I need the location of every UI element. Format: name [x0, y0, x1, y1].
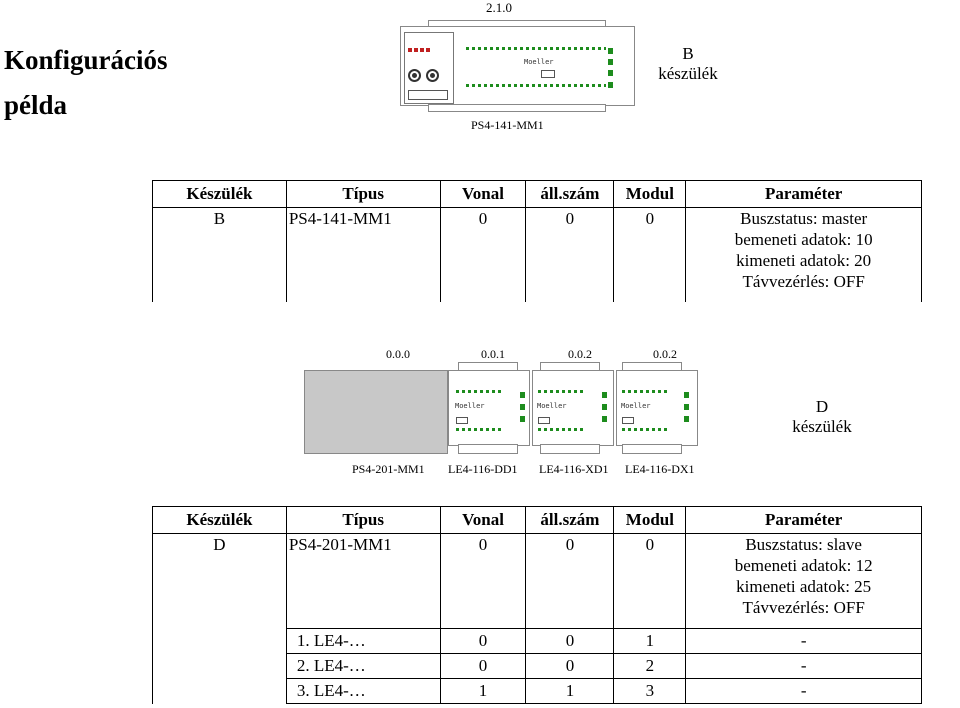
cell-module: 3	[614, 679, 686, 704]
main-module-grey	[304, 370, 448, 454]
device-b-drawing	[400, 20, 635, 112]
knob-icon	[426, 69, 439, 82]
device-d-model-2: LE4-116-XD1	[539, 462, 609, 476]
led-row-top	[538, 390, 583, 393]
terminal-square	[602, 416, 607, 422]
led-row-top	[456, 390, 501, 393]
cell-type: 1. LE4-…	[286, 629, 440, 654]
param-line: bemeneti adatok: 12	[734, 556, 873, 575]
cell-line: 0	[440, 629, 526, 654]
cell-module: 1	[614, 629, 686, 654]
table-row	[153, 208, 922, 303]
title-line-1: Konfigurációs	[4, 45, 168, 75]
led-row-bottom	[538, 428, 583, 431]
page-title	[4, 38, 168, 128]
logo-mark: Moeller	[524, 58, 554, 66]
cell-type: PS4-201-MM1	[286, 534, 440, 629]
terminal-square	[520, 416, 525, 422]
cell-line: 0	[440, 534, 526, 629]
cell-station: 0	[526, 629, 614, 654]
cell-line: 0	[440, 654, 526, 679]
header-line: Vonal	[440, 181, 526, 208]
bottom-tab	[428, 104, 606, 112]
small-slot	[456, 417, 468, 424]
logo-mark: Moeller	[621, 402, 651, 410]
param-line: Távvezérlés: OFF	[742, 272, 865, 291]
cell-module: 0	[614, 534, 686, 629]
cell-module: 2	[614, 654, 686, 679]
logo-mark: Moeller	[537, 402, 567, 410]
header-type: Típus	[286, 181, 440, 208]
param-line: kimeneti adatok: 25	[736, 577, 872, 596]
cell-parameter: -	[686, 654, 922, 679]
cell-type: PS4-141-MM1	[286, 208, 440, 303]
led-row-bottom	[466, 84, 606, 87]
device-d-address-1: 0.0.1	[481, 347, 505, 361]
cell-parameter	[686, 208, 922, 303]
device-d-model-1: LE4-116-DD1	[448, 462, 518, 476]
param-line: Buszstatus: slave	[745, 535, 862, 554]
terminal-square	[684, 392, 689, 398]
cell-station: 1	[526, 679, 614, 704]
terminal-square	[608, 70, 613, 76]
terminal-square	[684, 404, 689, 410]
led-row-top	[622, 390, 667, 393]
small-slot	[541, 70, 555, 78]
header-parameter: Paraméter	[686, 181, 922, 208]
small-slot	[622, 417, 634, 424]
side-label-letter: B	[682, 44, 694, 63]
terminal-square	[602, 404, 607, 410]
device-d-drawing	[304, 362, 700, 458]
device-d-address-0: 0.0.0	[386, 347, 410, 361]
param-line: Távvezérlés: OFF	[742, 598, 865, 617]
table-header-row	[153, 507, 922, 534]
device-d-address-3: 0.0.2	[653, 347, 677, 361]
terminal-square	[602, 392, 607, 398]
header-device: Készülék	[153, 507, 287, 534]
device-d-model-0: PS4-201-MM1	[352, 462, 425, 476]
cell-parameter: -	[686, 679, 922, 704]
cell-type: 3. LE4-…	[286, 679, 440, 704]
header-station: áll.szám	[526, 181, 614, 208]
bottom-tab	[622, 444, 682, 454]
header-parameter: Paraméter	[686, 507, 922, 534]
device-d-model-3: LE4-116-DX1	[625, 462, 695, 476]
cell-station: 0	[526, 534, 614, 629]
small-slot	[538, 417, 550, 424]
device-d-side-label	[782, 397, 862, 437]
cell-module: 0	[614, 208, 686, 303]
terminal-square	[520, 392, 525, 398]
terminal-square	[520, 404, 525, 410]
title-line-2: példa	[4, 90, 68, 120]
device-b-model: PS4-141-MM1	[471, 118, 544, 132]
cell-parameter: -	[686, 629, 922, 654]
terminal-square	[684, 416, 689, 422]
bottom-tab	[540, 444, 600, 454]
led-row-top	[466, 47, 606, 50]
terminal-square	[608, 48, 613, 54]
table-header-row	[153, 181, 922, 208]
device-b-side-label	[648, 44, 728, 84]
param-line: kimeneti adatok: 20	[736, 251, 872, 270]
cell-device: B	[153, 208, 287, 303]
header-device: Készülék	[153, 181, 287, 208]
header-module: Modul	[614, 181, 686, 208]
terminal-square	[608, 59, 613, 65]
connector	[408, 90, 448, 100]
config-table-d	[152, 506, 922, 704]
header-line: Vonal	[440, 507, 526, 534]
device-b-address: 2.1.0	[486, 0, 512, 15]
knob-icon	[408, 69, 421, 82]
side-label-word: készülék	[658, 64, 718, 83]
config-table-b	[152, 180, 922, 302]
param-line: bemeneti adatok: 10	[734, 230, 873, 249]
side-label-letter: D	[815, 397, 829, 416]
logo-mark: Moeller	[455, 402, 485, 410]
param-line: Buszstatus: master	[740, 209, 868, 228]
led-row-bottom	[456, 428, 501, 431]
device-d-address-2: 0.0.2	[568, 347, 592, 361]
table-row	[153, 534, 922, 629]
cell-device: D	[153, 534, 287, 704]
cell-parameter	[686, 534, 922, 629]
cell-station: 0	[526, 654, 614, 679]
cell-line: 1	[440, 679, 526, 704]
cell-line: 0	[440, 208, 526, 303]
header-station: áll.szám	[526, 507, 614, 534]
header-type: Típus	[286, 507, 440, 534]
cell-station: 0	[526, 208, 614, 303]
led-row-bottom	[622, 428, 667, 431]
header-module: Modul	[614, 507, 686, 534]
terminal-square	[608, 82, 613, 88]
bottom-tab	[458, 444, 518, 454]
cell-type: 2. LE4-…	[286, 654, 440, 679]
status-leds	[408, 48, 430, 52]
side-label-word: készülék	[792, 417, 852, 436]
